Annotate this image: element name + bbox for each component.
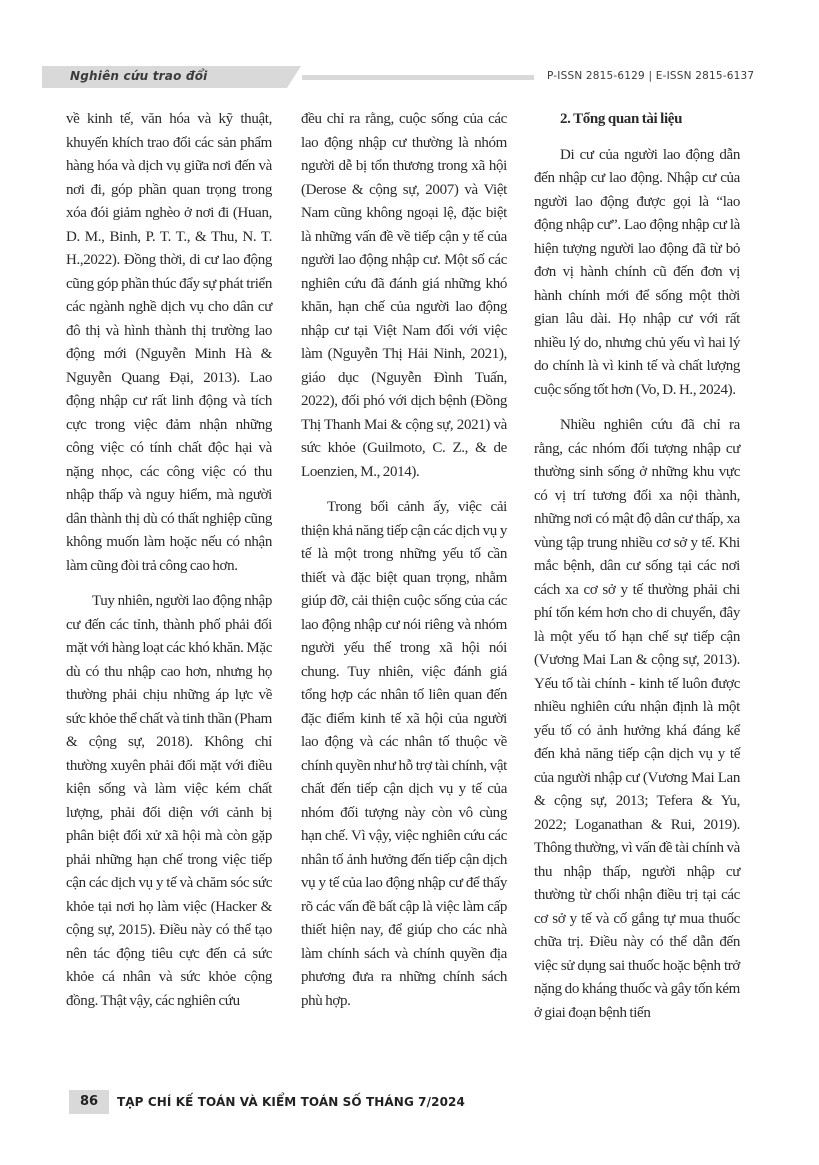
page-number: 86 bbox=[69, 1090, 109, 1114]
paragraph: Trong bối cảnh ấy, việc cải thiện khả năng tiếp cận các dịch vụ y tế là một trong những yếu tố cần thiết và đặc biệt quan trọng, nhằm giúp đỡ, cải thiện cuộc sống của các lao động nhập cư nói riêng và nhóm người yếu thế trong xã hội nói chung. Tuy nhiên, việc đánh giá tổng hợp các nhân tố liên quan đến đặc điểm kinh tế xã hội của người lao động và các nhân tố thuộc về chính quyền như hỗ trợ tài chính, vật chất đến tiếp cận dịch vụ y tế của nhóm đối tượng này còn vô cùng hạn chế. Vì vậy, việc nghiên cứu các nhân tố ảnh hưởng đến tiếp cận dịch vụ y tế của lao động nhập cư để thấy rõ các vấn đề bất cập là việc làm cấp thiết hiện nay, để giúp cho các nhà làm chính sách và chính quyền địa phương đưa ra những chính sách phù hợp. bbox=[301, 499, 507, 1009]
section-heading: 2. Tổng quan tài liệu bbox=[560, 111, 683, 127]
header-divider-bar bbox=[302, 75, 534, 80]
paragraph: về kinh tế, văn hóa và kỹ thuật, khuyến khích trao đổi các sản phẩm hàng hóa và dịch vụ giữa nơi đến và nơi đi, góp phần quan trọng trong xóa đói giảm nghèo ở nơi đi (Huan, D. M., Binh, P. T. T., & Thu, N. T. H.,2022). Đồng thời, di cư lao động cũng góp phần thúc đẩy sự phát triển các ngành nghề dịch vụ cho dân cư đô thị và hình thành thị trường lao động mới (Nguyễn Minh Hà & Nguyễn Quang Đại, 2013). Lao động nhập cư rất linh động và tích cực trong việc đảm nhận những công việc có tính chất độc hại và nặng nhọc, các công việc có thu nhập thấp và nguy hiểm, mà người dân thành thị dù có thất nghiệp cũng không muốn làm hoặc nếu có nhận làm cũng đòi trả công cao hơn. bbox=[66, 111, 272, 574]
text-column-2 bbox=[301, 108, 507, 1013]
text-column-1 bbox=[66, 108, 272, 1013]
paragraph: Tuy nhiên, người lao động nhập cư đến các tỉnh, thành phố phải đối mặt với hàng loạt các khó khăn. Mặc dù có thu nhập cao hơn, nhưng họ thường phải chịu những áp lực về sức khỏe thể chất và tinh thần (Pham & cộng sự, 2018). Không chỉ thường xuyên phải đối mặt với điều kiện sống và làm việc kém chất lượng, phải đối diện với cảnh bị phân biệt đối xử xã hội mà còn gặp phải những hạn chế trong việc tiếp cận các dịch vụ y tế và chăm sóc sức khỏe tại nơi họ làm việc (Hacker & cộng sự, 2015). Điều này có thể tạo nên tác động tiêu cực đến cả sức khỏe cá nhân và sức khỏe cộng đồng. Thật vậy, các nghiên cứu bbox=[66, 593, 272, 1009]
page-header bbox=[0, 66, 819, 88]
header-band-slant bbox=[287, 66, 301, 88]
header-section-band bbox=[42, 66, 287, 88]
journal-title: TẠP CHÍ KẾ TOÁN VÀ KIỂM TOÁN SỐ THÁNG 7/2024 bbox=[117, 1095, 465, 1109]
page-footer bbox=[0, 1090, 819, 1120]
paragraph: đều chỉ ra rằng, cuộc sống của các lao động nhập cư thường là nhóm người dễ bị tổn thương trong xã hội (Derose & cộng sự, 2007) và Việt Nam cũng không ngoại lệ, đặc biệt là những vấn đề về tiếp cận y tế của người lao động nhập cư. Một số các nghiên cứu đã đánh giá những khó khăn, hạn chế của người lao động nhập cư tại Việt Nam đối với việc làm (Nguyễn Thị Hải Ninh, 2021), giáo dục (Nguyễn Đình Tuấn, 2022), đối phó với dịch bệnh (Đồng Thị Thanh Mai & cộng sự, 2021) và sức khỏe (Guilmoto, C. Z., & de Loenzien, M., 2014). bbox=[301, 111, 507, 480]
section-title: Nghiên cứu trao đổi bbox=[70, 69, 208, 83]
paragraph: Di cư của người lao động dẫn đến nhập cư lao động. Nhập cư của người lao động được gọi là “lao động nhập cư”. Lao động nhập cư là hiện tượng người lao động đã từ bỏ đơn vị hành chính cũ đến đơn vị hành chính mới để sống một thời gian lâu dài. Họ nhập cư với rất nhiều lý do, nhưng chủ yếu vì hai lý do chính là vì kinh tế và chất lượng cuộc sống tốt hơn (Vo, D. H., 2024). bbox=[534, 146, 740, 398]
paragraph: Nhiều nghiên cứu đã chỉ ra rằng, các nhóm đối tượng nhập cư thường sinh sống ở những khu vực có vị trí tương đối xa nội thành, những nơi có mật độ dân cư thấp, xa vùng tập trung nhiều cơ sở y tế. Khi mắc bệnh, dân cư sống tại các nơi cách xa cơ sở y tế thường phải chi phí tốn kém hơn cho di chuyển, đây là một yếu tố hạn chế sự tiếp cận (Vương Mai Lan & cộng sự, 2013). Yếu tố tài chính - kinh tế luôn được nhiều nghiên cứu nhận định là một yếu tố có ảnh hưởng khá đáng kể đến khả năng tiếp cận dịch vụ y tế của người nhập cư (Vương Mai Lan & cộng sự, 2013; Tefera & Yu, 2022; Loganathan & Rui, 2019). Thông thường, vì vấn đề tài chính và thu nhập thấp, người nhập cư thường từ chối nhận điều trị tại các cơ sở y tế và cố gắng tự mua thuốc chữa trị. Điều này có thể dẫn đến việc sử dụng sai thuốc hoặc bệnh trở nặng do kháng thuốc và gây tốn kém ở giai đoạn bệnh tiến bbox=[534, 417, 740, 1021]
text-column-3 bbox=[534, 108, 740, 1025]
issn-label: P-ISSN 2815-6129 | E-ISSN 2815-6137 bbox=[547, 70, 755, 82]
